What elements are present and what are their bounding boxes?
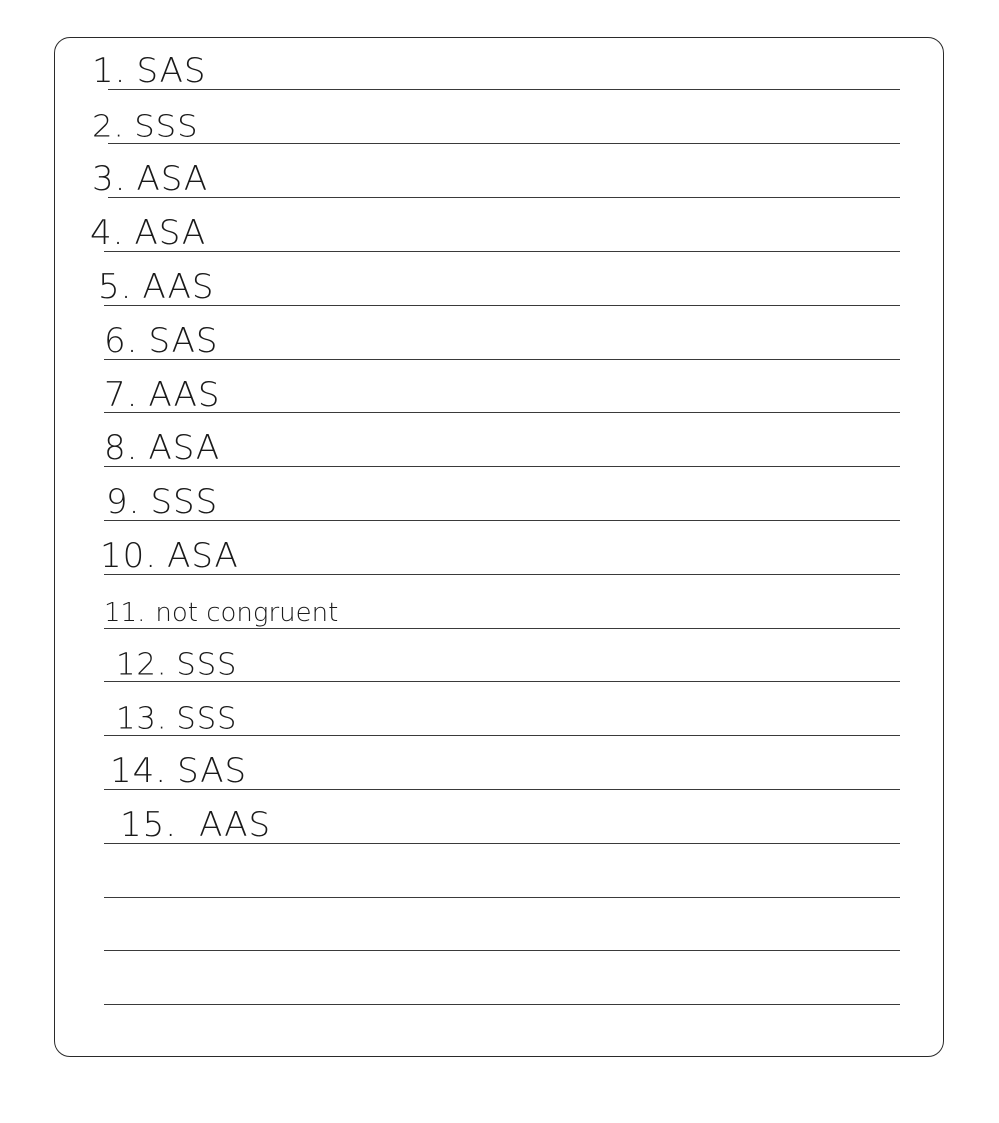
answer-item xyxy=(104,428,221,468)
answer-number: 3. xyxy=(92,159,127,199)
ruled-line xyxy=(104,305,900,306)
answer-number: 7. xyxy=(104,375,139,415)
answer-item xyxy=(92,159,209,199)
answer-item xyxy=(92,51,207,91)
answer-number: 6. xyxy=(104,321,139,361)
answer-item xyxy=(116,700,238,737)
ruled-line xyxy=(108,143,900,144)
ruled-line xyxy=(104,359,900,360)
answer-number: 5. xyxy=(98,267,133,307)
answer-text: not congruent xyxy=(155,598,339,628)
answer-number: 12. xyxy=(116,646,168,683)
answer-item xyxy=(104,600,338,626)
answer-number: 13. xyxy=(116,700,168,737)
answer-text: SSS xyxy=(134,108,199,145)
ruled-line xyxy=(104,251,900,252)
answer-item xyxy=(116,646,238,683)
ruled-line xyxy=(104,520,900,521)
answer-number: 10. xyxy=(100,536,158,576)
answer-item xyxy=(110,751,248,791)
ruled-line xyxy=(104,950,900,951)
answer-text: SSS xyxy=(176,700,238,737)
answer-text: SSS xyxy=(176,646,238,683)
ruled-line xyxy=(104,1004,900,1005)
answer-number: 4. xyxy=(90,213,125,253)
answer-item xyxy=(120,805,272,845)
ruled-line xyxy=(104,897,900,898)
answer-text: ASA xyxy=(136,159,209,199)
answer-number: 14. xyxy=(110,751,168,791)
answer-text: ASA xyxy=(167,536,239,576)
answer-text: AAS xyxy=(199,805,272,845)
answer-number: 11. xyxy=(104,598,146,628)
ruled-line xyxy=(104,628,900,629)
answer-text: SAS xyxy=(148,321,219,361)
answer-text: AAS xyxy=(142,267,215,307)
answer-text: SAS xyxy=(136,51,207,91)
answer-number: 8. xyxy=(104,428,139,468)
answer-text: SSS xyxy=(150,482,219,522)
answer-item xyxy=(106,482,219,522)
answer-number: 2. xyxy=(92,108,125,145)
answer-number: 1. xyxy=(92,51,127,91)
answer-item xyxy=(90,213,207,253)
ruled-line xyxy=(104,412,900,413)
answer-item xyxy=(104,321,219,361)
ruled-line xyxy=(108,197,900,198)
ruled-line xyxy=(108,89,900,90)
answer-text: AAS xyxy=(148,375,221,415)
answer-item xyxy=(92,108,199,145)
answer-item xyxy=(104,375,221,415)
answer-text: ASA xyxy=(134,213,207,253)
answer-item xyxy=(100,536,239,576)
ruled-line xyxy=(104,466,900,467)
answer-text: ASA xyxy=(148,428,221,468)
answer-text: SAS xyxy=(177,751,248,791)
answer-item xyxy=(98,267,215,307)
answer-number: 9. xyxy=(106,482,141,522)
answer-number: 15. xyxy=(120,805,178,845)
